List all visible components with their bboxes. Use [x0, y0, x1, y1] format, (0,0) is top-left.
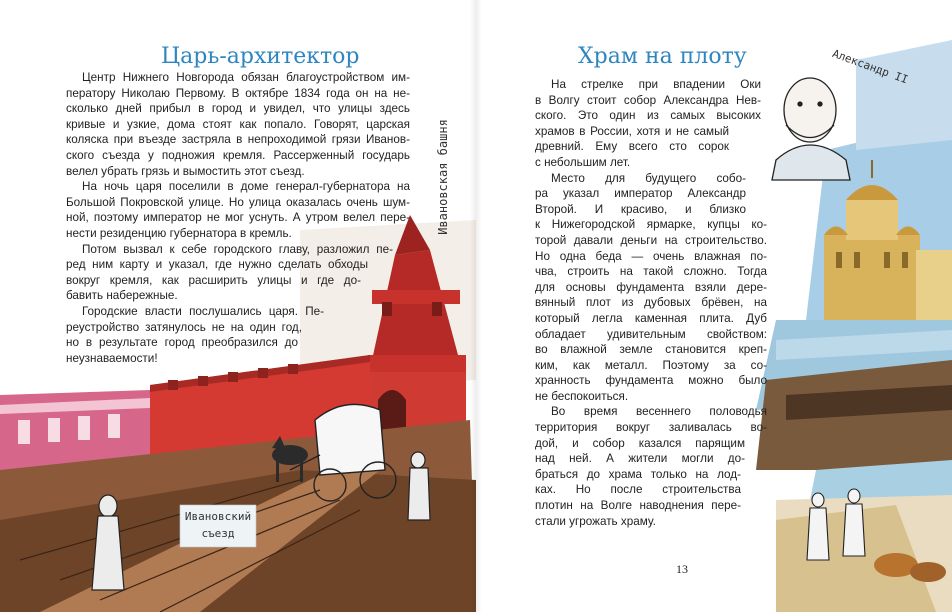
- text-line: ского. Это один из самых высоких: [535, 109, 761, 123]
- text-line: чва, строить на такой сложно. Тогда: [535, 265, 767, 279]
- text-line: территория вокруг заливалась во-: [535, 421, 767, 435]
- text-line: храмов в России, хотя и не самый: [535, 124, 729, 138]
- text-line: дой, и собор казался парящим: [535, 436, 745, 450]
- text-line: обладает удивительным свойством:: [535, 327, 767, 341]
- text-line: Потом вызвал к себе городского главу, разложил пе-: [82, 242, 393, 256]
- text-line: Центр Нижнего Новгорода обязан благоустройством им-: [82, 71, 410, 84]
- text-line: нести резиденцию губернатора в кремль.: [66, 226, 292, 240]
- slope-caption-line2: съезд: [201, 527, 235, 540]
- page-title: Храм на плоту: [578, 44, 747, 69]
- text-line: древний. Ему всего сто сорок: [535, 140, 729, 154]
- text-line: ра указал император Александр: [535, 187, 746, 201]
- text-line: не беспокоиться.: [535, 389, 629, 403]
- portrait-caption: Александр II: [830, 46, 910, 87]
- right-page: [476, 0, 952, 612]
- text-line: над ней. А жители могли до-: [535, 452, 745, 466]
- text-line: Но одна беда — очень влажная по-: [535, 249, 767, 263]
- text-line: кривые и узкие, дома стоят как попало. Говорят, царская: [66, 117, 410, 131]
- text-line: но в результате город преобразился до: [66, 336, 298, 350]
- text-line: Во время весеннего половодья: [551, 405, 767, 419]
- text-line: для основы фундамента взяли дере-: [535, 280, 767, 294]
- portrait-sketch: [772, 78, 850, 180]
- text-line: неузнаваемости!: [66, 351, 158, 365]
- text-line: ператору Николаю Первому. В октябре 1834 года он на не-: [66, 86, 410, 100]
- article-text: [66, 70, 410, 366]
- text-line: Место для будущего собо-: [551, 171, 746, 185]
- text-line: бавить набережные.: [66, 289, 178, 303]
- text-line: хранность фундамента можно было: [535, 374, 767, 388]
- text-line: коляска при въезде застряла в непроходимой грязи Иванов-: [66, 133, 410, 147]
- text-line: сколько дней прибыл в город и увидел, что улицы здесь: [66, 102, 410, 116]
- article-text: [535, 77, 767, 529]
- page-number: 13: [676, 562, 688, 576]
- text-line: ред ним карту и указал, где нужно сделать обходы: [66, 258, 368, 272]
- text-line: с небольшим лет.: [535, 155, 631, 169]
- text-line: велел убрать грязь и вымостить этот съезд.: [66, 164, 305, 178]
- book-gutter: [470, 0, 482, 612]
- text-line: На стрелке при впадении Оки: [551, 78, 761, 91]
- text-line: торой давали деньги на строительство.: [535, 233, 767, 247]
- text-line: ким, как металл. Поэтому за со-: [535, 358, 767, 372]
- text-line: Второй. И красиво, и близко: [535, 202, 746, 216]
- text-line: в Волгу стоит собор Александра Нев-: [535, 93, 761, 107]
- page-title: Царь-архитектор: [161, 44, 360, 69]
- text-line: реустройство затянулось не на один год,: [66, 320, 302, 334]
- text-line: ского съезда у подножия кремля. Рассерженный государь: [66, 148, 410, 162]
- text-line: вокруг кремля, как расширить улицы и где до-: [66, 273, 361, 287]
- text-line: На ночь царя поселили в доме генерал-губернатора на: [82, 180, 410, 194]
- text-line: к Нижегородской ярмарке, купцы ко-: [535, 218, 767, 232]
- text-line: плотин на Волге наводнения пере-: [535, 499, 741, 513]
- text-line: который легла каменная плита. Дуб: [535, 311, 767, 325]
- text-line: браться до храма только на лод-: [535, 467, 741, 481]
- text-line: стали угрожать храму.: [535, 514, 656, 528]
- tower-caption: Ивановская башня: [436, 119, 450, 235]
- text-line: Городские власти послушались царя. Пе-: [82, 304, 324, 318]
- text-line: Большой Покровской улице. Но улица оказалась очень шум-: [66, 195, 410, 209]
- slope-caption-line1: Ивановский: [184, 510, 252, 523]
- text-line: во влажной земле становится креп-: [535, 343, 767, 357]
- text-line: ной, поэтому император не мог уснуть. А утром велел пере-: [66, 211, 410, 225]
- text-line: вянный плот из дубовых брёвен, на: [535, 296, 767, 310]
- text-line: ках. Но после строительства: [535, 483, 741, 497]
